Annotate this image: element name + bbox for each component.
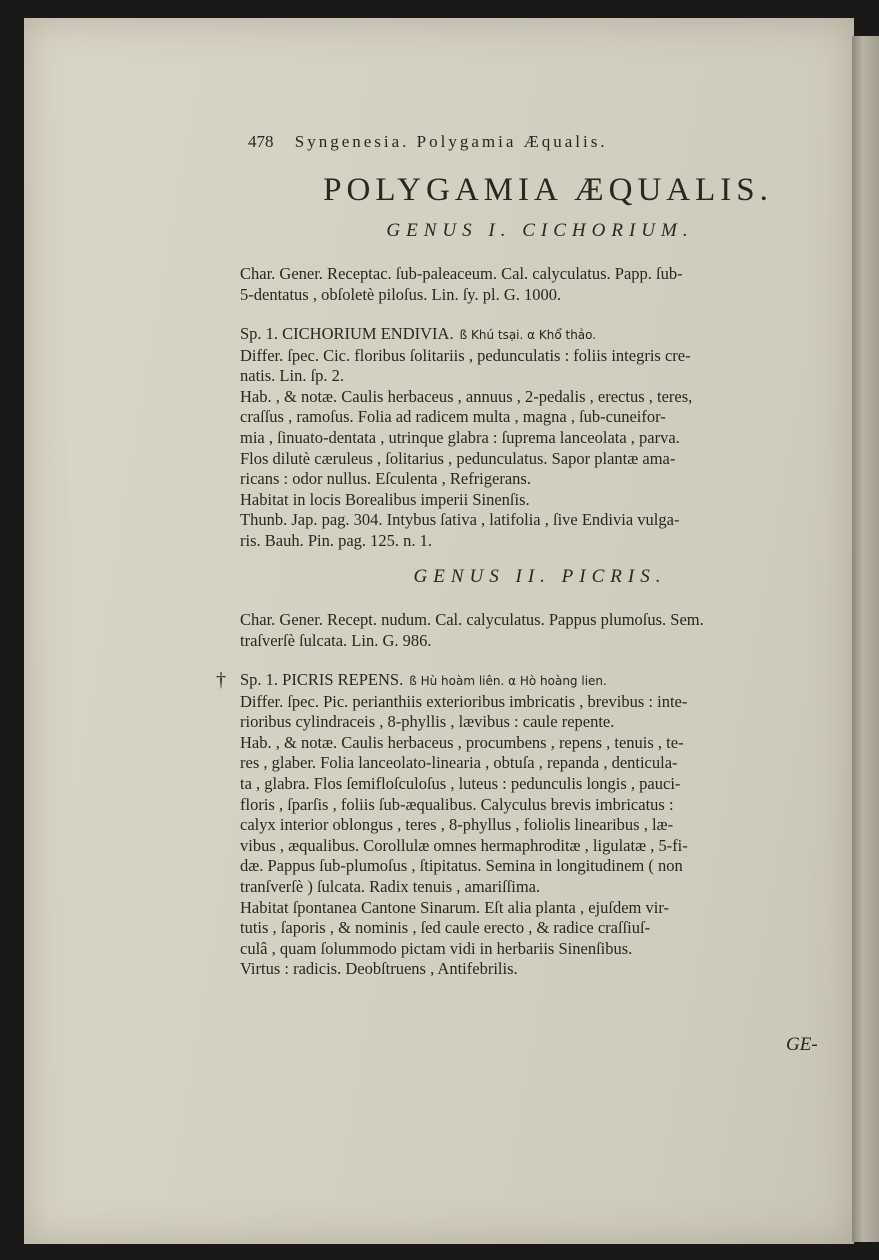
text-line: ricans : odor nullus. Eſculenta , Refrigerans. xyxy=(240,469,531,489)
text-line: Differ. ſpec. Pic. perianthiis exterioribus imbricatis , brevibus : inte- xyxy=(240,691,688,711)
text-line: Char. Gener. Recept. nudum. Cal. calyculatus. Pappus plumoſus. Sem. xyxy=(240,610,704,629)
dagger-mark: † xyxy=(216,669,226,691)
text-line: mia , ſinuato-dentata , utrinque glabra : ſuprema lanceolata , parva. xyxy=(240,427,680,447)
text-line: Char. Gener. Receptac. ſub-paleaceum. Cal. calyculatus. Papp. ſub- xyxy=(240,264,683,283)
text-line: rioribus cylindraceis , 8-phyllis , lævibus : caule repente. xyxy=(240,712,615,732)
text-line: Hab. , & notæ. Caulis herbaceus , annuus , 2-pedalis , erectus , teres, xyxy=(240,386,693,406)
text-line: calyx interior oblongus , teres , 8-phyllus , foliolis linearibus , læ- xyxy=(240,815,674,835)
text-line: floris , ſparſis , foliis ſub-æqualibus. Calyculus brevis imbricatus : xyxy=(240,794,674,814)
text-line: craſſus , ramoſus. Folia ad radicem multa , magna , ſub-cuneifor- xyxy=(240,407,666,427)
text-line: Habitat ſpontanea Cantone Sinarum. Eſt alia planta , ejuſdem vir- xyxy=(240,897,669,917)
genus-1-heading: GENUS I. CICHORIUM. xyxy=(386,220,694,241)
section-title: POLYGAMIA ÆQUALIS. xyxy=(323,172,773,208)
text-line: tutis , ſaporis , & nominis , ſed caule erecto , & radice craſſiuſ- xyxy=(240,918,651,938)
text-line: natis. Lin. ſp. 2. xyxy=(240,366,345,386)
text-line: Hab. , & notæ. Caulis herbaceus , procumbens , repens , tenuis , te- xyxy=(240,732,684,752)
text-line: ta , glabra. Flos ſemifloſculoſus , luteus : pedunculis longis , pauci- xyxy=(240,773,681,793)
species-vernacular: ß Hù hoàm liên. α Hò hoàng lien. xyxy=(409,674,607,688)
species-name: Sp. 1. CICHORIUM ENDIVIA. xyxy=(240,324,454,343)
running-head xyxy=(248,132,788,152)
genus-2-heading: GENUS II. PICRIS. xyxy=(413,566,667,587)
species-name: Sp. 1. PICRIS REPENS. xyxy=(240,670,404,689)
catchword: GE- xyxy=(786,1034,818,1055)
text-line: tranſverſè ) ſulcata. Radix tenuis , amariſſima. xyxy=(240,876,541,896)
species-line xyxy=(240,324,840,346)
genus-2-species xyxy=(240,670,840,980)
text-line: Differ. ſpec. Cic. floribus ſolitariis , pedunculatis : foliis integris cre- xyxy=(240,345,691,365)
text-line: Virtus : radicis. Deobſtruens , Antifebrilis. xyxy=(240,959,518,979)
text-line: res , glaber. Folia lanceolato-linearia , obtuſa , repanda , denticula- xyxy=(240,753,678,773)
running-head-title: Syngenesia. Polygamia Æqualis. xyxy=(294,132,608,151)
page-number: 478 xyxy=(248,132,274,151)
text-line: culâ , quam ſolummodo pictam vidi in herbariis Sinenſibus. xyxy=(240,938,633,958)
species-vernacular: ß Khú tsại. α Khổ thảo. xyxy=(459,328,597,342)
text-line: traſverſè ſulcata. Lin. G. 986. xyxy=(240,630,432,650)
genus-1-species xyxy=(240,324,840,552)
genus-2-character xyxy=(240,610,840,651)
text-line: dæ. Pappus ſub-plumoſus , ſtipitatus. Semina in longitudinem ( non xyxy=(240,856,683,876)
page-edge xyxy=(852,36,879,1242)
text-line: Thunb. Jap. pag. 304. Intybus ſativa , latifolia , ſive Endivia vulga- xyxy=(240,510,680,530)
text-line: Habitat in locis Borealibus imperii Sinenſis. xyxy=(240,489,530,509)
text-line: vibus , æqualibus. Corollulæ omnes hermaphroditæ , ligulatæ , 5-fi- xyxy=(240,835,688,855)
species-line xyxy=(240,670,840,692)
text-line: ris. Bauh. Pin. pag. 125. n. 1. xyxy=(240,530,433,550)
text-line: Flos dilutè cæruleus , ſolitarius , pedunculatus. Sapor plantæ ama- xyxy=(240,448,676,468)
text-line: 5-dentatus , obſoletè piloſus. Lin. ſy. pl. G. 1000. xyxy=(240,284,562,304)
genus-1-character xyxy=(240,264,840,305)
